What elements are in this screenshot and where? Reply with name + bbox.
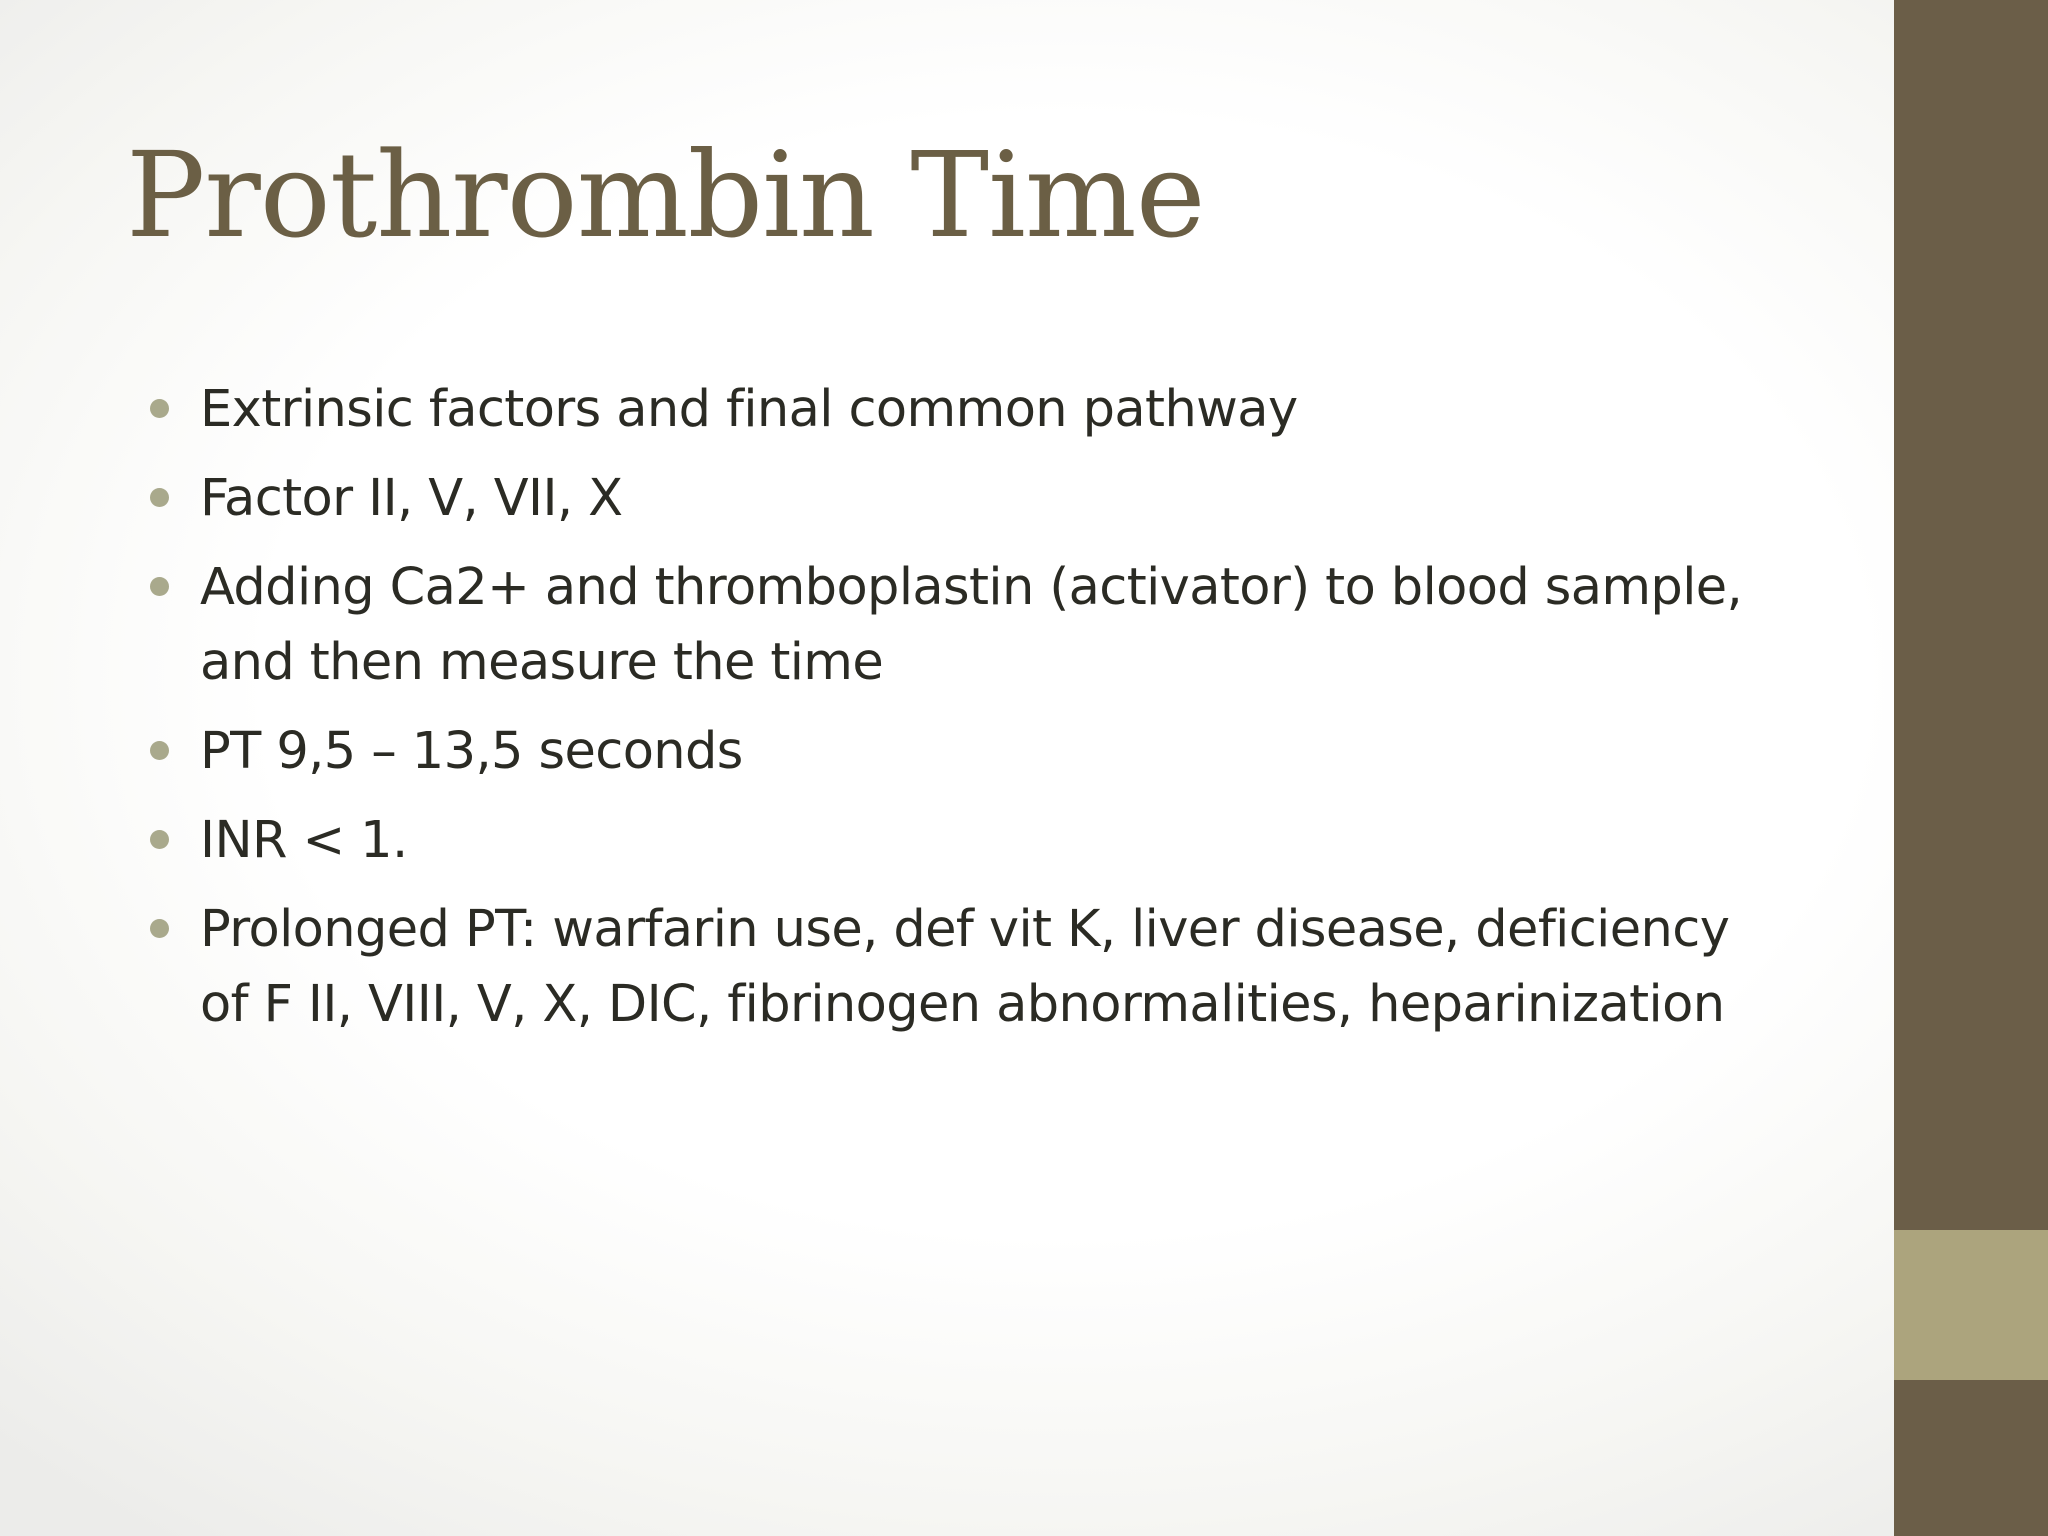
bullet-text-continuation: and then measure the time bbox=[200, 633, 884, 692]
bullet-text: INR < 1. bbox=[200, 811, 408, 870]
bullet-item bbox=[150, 550, 1770, 700]
bullet-dot-icon bbox=[150, 919, 169, 938]
bullet-item bbox=[150, 461, 1770, 536]
bullet-item bbox=[150, 892, 1770, 1042]
bullet-text: Extrinsic factors and final common pathway bbox=[200, 380, 1298, 439]
bullet-text: Prolonged PT: warfarin use, def vit K, liver disease, deficiency bbox=[200, 900, 1730, 959]
slide-title: Prothrombin Time bbox=[126, 126, 1205, 264]
bullet-dot-icon bbox=[150, 741, 169, 760]
bullet-text: PT 9,5 – 13,5 seconds bbox=[200, 722, 743, 781]
bullet-dot-icon bbox=[150, 488, 169, 507]
bullet-dot-icon bbox=[150, 830, 169, 849]
bullet-text: Adding Ca2+ and thromboplastin (activator) to blood sample, bbox=[200, 558, 1743, 617]
bullet-item bbox=[150, 372, 1770, 447]
bullet-dot-icon bbox=[150, 399, 169, 418]
bullet-text-continuation: of F II, VIII, V, X, DIC, fibrinogen abnormalities, heparinization bbox=[200, 975, 1725, 1034]
bullet-list bbox=[150, 372, 1770, 1056]
bullet-text: Factor II, V, VII, X bbox=[200, 469, 623, 528]
bullet-dot-icon bbox=[150, 577, 169, 596]
bullet-item bbox=[150, 803, 1770, 878]
side-bar-accent bbox=[1894, 1230, 2048, 1380]
bullet-item bbox=[150, 714, 1770, 789]
